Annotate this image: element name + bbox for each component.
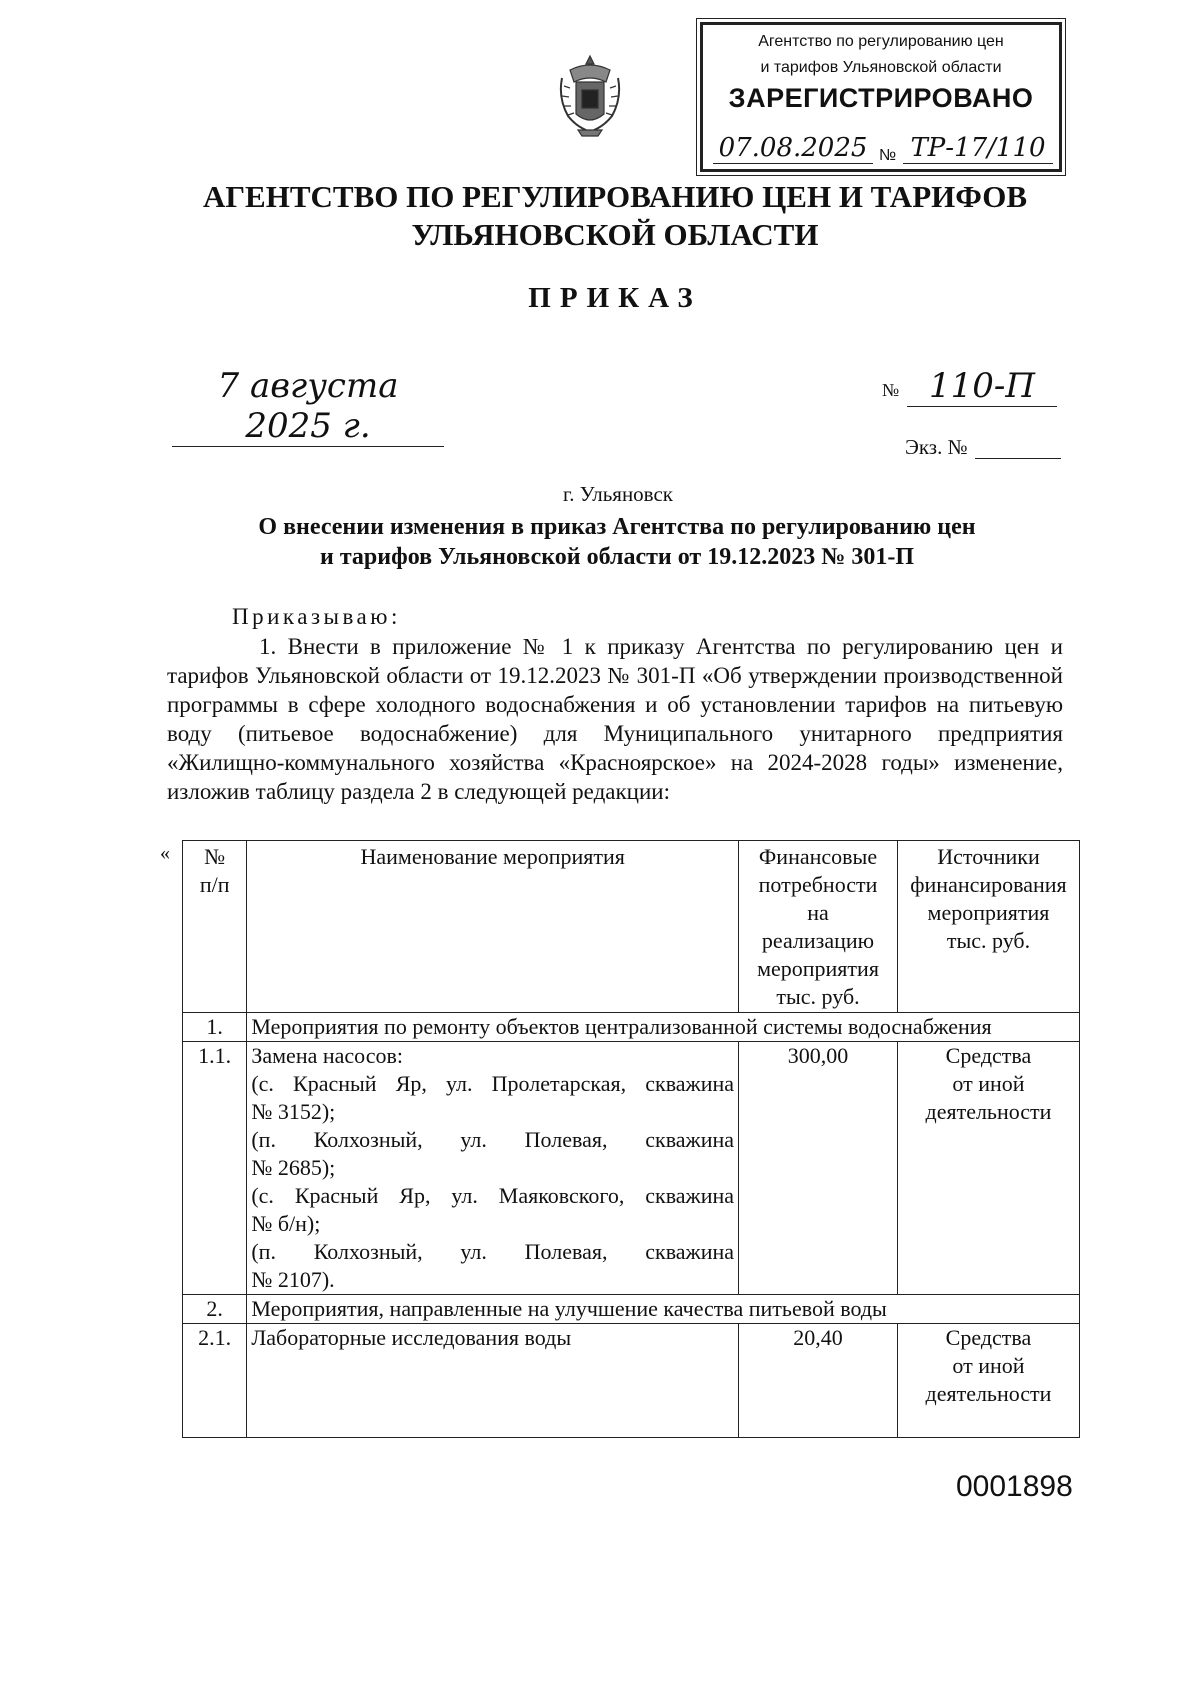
row-1-1-title: Замена насосов: bbox=[251, 1043, 403, 1068]
header-financial-needs bbox=[739, 841, 898, 1013]
header-src-line4: тыс. руб. bbox=[946, 928, 1031, 953]
header-src-line3: мероприятия bbox=[927, 900, 1050, 925]
table-row-section-2 bbox=[183, 1295, 1080, 1324]
table-row-2-1 bbox=[183, 1324, 1080, 1438]
coat-of-arms-emblem bbox=[556, 52, 624, 138]
header-fin-line1: Финансовые bbox=[758, 844, 878, 869]
row-2-1-funding-source bbox=[897, 1324, 1079, 1438]
stamp-agency-line1: Агентство по регулированию цен bbox=[758, 33, 1004, 50]
stamp-number-label: № bbox=[879, 147, 897, 164]
order-subject bbox=[200, 512, 1034, 572]
registration-stamp bbox=[700, 22, 1062, 172]
row-1-1-address-2b: № 2685); bbox=[251, 1155, 336, 1180]
row-1-1-src-line3: деятельности bbox=[925, 1099, 1052, 1124]
body-text bbox=[167, 632, 1063, 806]
measures-table bbox=[182, 840, 1080, 1438]
city: г. Ульяновск bbox=[562, 482, 673, 506]
order-date-handwritten: 7 августа 2025 г. bbox=[172, 366, 444, 447]
agency-title bbox=[0, 178, 1200, 254]
table-header-row bbox=[183, 841, 1080, 1013]
row-2-1-src-line3: деятельности bbox=[925, 1381, 1052, 1406]
header-fin-line4: реализацию bbox=[761, 928, 875, 953]
row-2-1-measure: Лабораторные исследования воды bbox=[247, 1324, 739, 1438]
row-1-1-address-2a: (п. Колхозный, ул. Полевая, скважина bbox=[251, 1127, 735, 1152]
table-row-1-1 bbox=[183, 1042, 1080, 1295]
row-2-1-src-line1: Средства bbox=[945, 1325, 1032, 1350]
decree-word: Приказываю: bbox=[232, 604, 401, 629]
stamp-number: ТР-17/110 bbox=[903, 133, 1053, 164]
section-2-number: 2. bbox=[183, 1295, 247, 1324]
order-number-handwritten: 110-П bbox=[907, 366, 1057, 407]
header-number-line2: п/п bbox=[199, 872, 230, 897]
row-1-1-address-4a: (п. Колхозный, ул. Полевая, скважина bbox=[251, 1239, 735, 1264]
row-1-1-funding-source bbox=[897, 1042, 1079, 1295]
row-2-1-amount: 20,40 bbox=[739, 1324, 898, 1438]
row-1-1-amount: 300,00 bbox=[739, 1042, 898, 1295]
row-1-1-src-line1: Средства bbox=[945, 1043, 1032, 1068]
header-src-line1: Источники bbox=[937, 844, 1040, 869]
order-subject-line1: О внесении изменения в приказ Агентства по регулированию цен bbox=[258, 514, 976, 540]
body-paragraph-1: 1. Внести в приложение № 1 к приказу Агентства по регулированию цен и тарифов Ульяновской области от 19.12.2023 № 301-П «Об утверждении производственной программы в сфере холодного водоснабжения и об установлении тарифов на питьевую воду (питьевое водоснабжение) для Муниципального унитарного предприятия «Жилищно-коммунального хозяйства «Красноярское» на 2024-2028 годы» изменение, изложив таблицу раздела 2 в следующей редакции: bbox=[167, 634, 1063, 804]
section-2-title: Мероприятия, направленные на улучшение качества питьевой воды bbox=[247, 1295, 1080, 1324]
row-2-1-number: 2.1. bbox=[183, 1324, 247, 1438]
row-1-1-address-3a: (с. Красный Яр, ул. Маяковского, скважина bbox=[251, 1183, 735, 1208]
row-2-1-src-line2: от иной bbox=[952, 1353, 1025, 1378]
row-1-1-address-3b: № б/н); bbox=[251, 1211, 321, 1236]
section-1-title: Мероприятия по ремонту объектов централизованной системы водоснабжения bbox=[247, 1013, 1080, 1042]
stamp-date: 07.08.2025 bbox=[713, 133, 873, 164]
header-src-line2: финансирования bbox=[910, 872, 1067, 897]
stamp-agency-line2: и тарифов Ульяновской области bbox=[760, 59, 1002, 76]
copy-number-blank bbox=[975, 458, 1061, 459]
row-1-1-address-1b: № 3152); bbox=[251, 1099, 336, 1124]
agency-title-line1: АГЕНТСТВО ПО РЕГУЛИРОВАНИЮ ЦЕН И ТАРИФОВ bbox=[202, 179, 1028, 214]
header-funding-sources bbox=[897, 841, 1079, 1013]
order-number-label: № bbox=[882, 380, 900, 400]
order-subject-line2: и тарифов Ульяновской области от 19.12.2023 № 301-П bbox=[320, 544, 914, 570]
header-number bbox=[183, 841, 247, 1013]
stamp-status: ЗАРЕГИСТРИРОВАНО bbox=[728, 83, 1034, 113]
row-1-1-src-line2: от иной bbox=[952, 1071, 1025, 1096]
section-1-number: 1. bbox=[183, 1013, 247, 1042]
row-1-1-number: 1.1. bbox=[183, 1042, 247, 1295]
order-title: ПРИКАЗ bbox=[528, 282, 702, 314]
header-fin-line2: потребности bbox=[758, 872, 878, 897]
header-fin-line3: на bbox=[807, 900, 829, 925]
row-1-1-measure bbox=[247, 1042, 739, 1295]
row-1-1-address-1a: (с. Красный Яр, ул. Пролетарская, скважина bbox=[251, 1071, 735, 1096]
header-fin-line5: мероприятия bbox=[757, 956, 879, 981]
agency-title-line2: УЛЬЯНОВСКОЙ ОБЛАСТИ bbox=[411, 217, 819, 252]
table-row-section-1 bbox=[183, 1013, 1080, 1042]
document-serial-number: 0001898 bbox=[956, 1470, 1073, 1503]
header-fin-line6: тыс. руб. bbox=[776, 984, 860, 1009]
row-1-1-address-4b: № 2107). bbox=[251, 1267, 335, 1292]
table-opening-quote: « bbox=[160, 842, 170, 864]
copy-number-label: Экз. № bbox=[905, 435, 968, 459]
header-number-line1: № bbox=[204, 844, 226, 869]
header-measure-name: Наименование мероприятия bbox=[247, 841, 739, 1013]
